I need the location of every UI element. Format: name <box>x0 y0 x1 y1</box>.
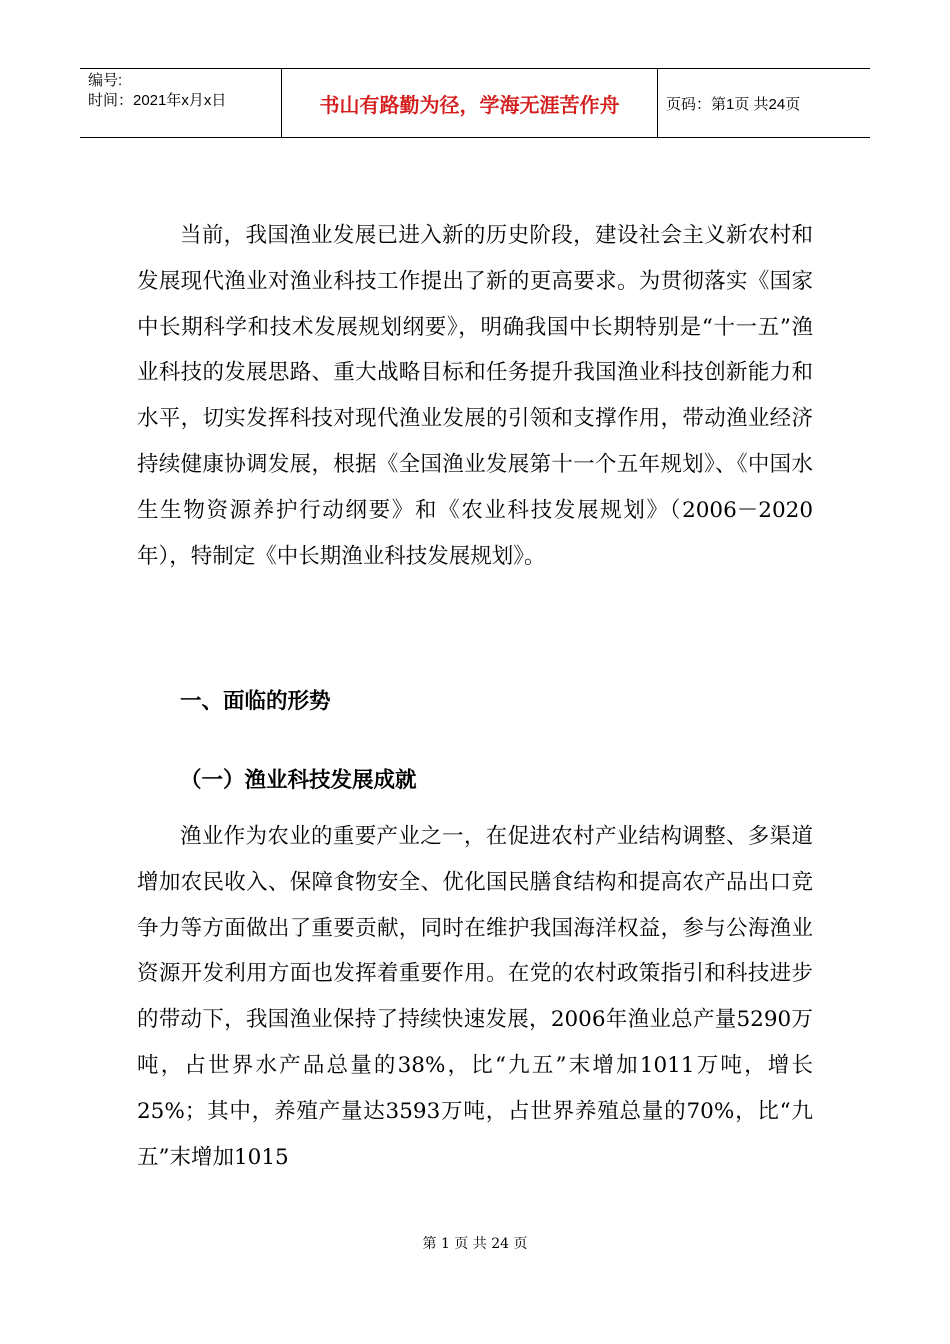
header-motto: 书山有路勤为径，学海无涯苦作舟 <box>282 69 658 137</box>
header-page-info: 页码：第1页 共24页 <box>666 95 801 113</box>
page-footer: 第 1 页 共 24 页 <box>422 1236 528 1252</box>
section-paragraph: 渔业作为农业的重要产业之一，在促进农村产业结构调整、多渠道增加农民收入、保障食物安全、优化国民膳食结构和提高农产品出口竞争力等方面做出了重要贡献，同时在维护我国海洋权益，参与公海渔业资源开发利用方面也发挥着重要作用。在党的农村政策指引和科技进步的带动下，我国渔业保持了持续快速发展，2006年渔业总产量5290万吨，占世界水产品总量的38%，比“九五”末增加1011万吨，增长25%；其中，养殖产量达3593万吨，占世界养殖总量的70%，比“九五”末增加1015 <box>137 824 813 1170</box>
page-header <box>80 68 870 138</box>
document-number-label: 编号: <box>88 72 123 89</box>
intro-paragraph: 当前，我国渔业发展已进入新的历史阶段，建设社会主义新农村和发展现代渔业对渔业科技工作提出了新的更高要求。为贯彻落实《国家中长期科学和技术发展规划纲要》，明确我国中长期特别是“十一五”渔业科技的发展思路、重大战略目标和任务提升我国渔业科技创新能力和水平，切实发挥科技对现代渔业发展的引领和支撑作用，带动渔业经济持续健康协调发展，根据《全国渔业发展第十一个五年规划》、《中国水生生物资源养护行动纲要》和《农业科技发展规划》（2006－2020年），特制定《中长期渔业科技发展规划》。 <box>137 223 813 569</box>
document-time-label: 时间：2021年x月x日 <box>88 92 227 109</box>
subsection-heading: （一）渔业科技发展成就 <box>180 768 417 793</box>
header-left-cell <box>80 69 282 137</box>
section-heading: 一、面临的形势 <box>180 689 331 714</box>
